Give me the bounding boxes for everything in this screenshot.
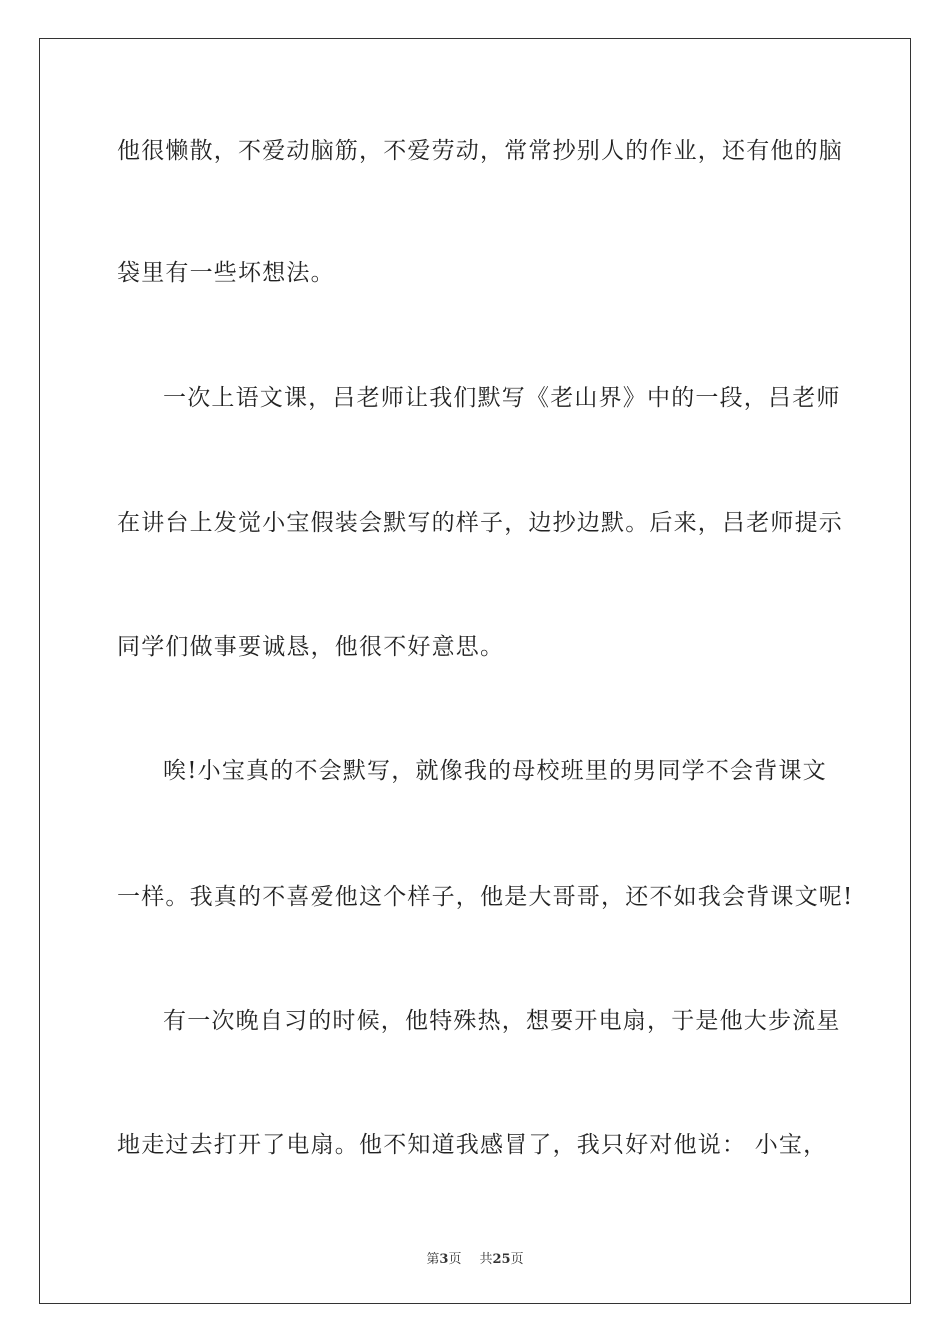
total-suffix: 页 [510, 1252, 524, 1267]
page-border [39, 38, 911, 1304]
page-footer [0, 1248, 950, 1267]
text-line-8: 有一次晚自习的时候，他特殊热，想要开电扇，于是他大步流星 [163, 1008, 841, 1034]
page-prefix: 第 [426, 1252, 440, 1267]
text-line-4: 在讲台上发觉小宝假装会默写的样子，边抄边默。后来，吕老师提示 [117, 510, 843, 536]
total-prefix: 共 [479, 1252, 493, 1267]
text-line-3: 一次上语文课，吕老师让我们默写《老山界》中的一段，吕老师 [163, 385, 841, 411]
text-line-5: 同学们做事要诚恳，他很不好意思。 [117, 634, 505, 660]
text-line-1: 他很懒散，不爱动脑筋，不爱劳动，常常抄别人的作业，还有他的脑 [117, 138, 843, 164]
total-pages: 25 [492, 1252, 511, 1267]
page-suffix: 页 [448, 1252, 462, 1267]
text-line-6: 唉!小宝真的不会默写，就像我的母校班里的男同学不会背课文 [163, 758, 827, 784]
text-line-2: 袋里有一些坏想法。 [117, 260, 335, 286]
page-number: 3 [439, 1252, 449, 1267]
text-line-9: 地走过去打开了电扇。他不知道我感冒了，我只好对他说： 小宝， [117, 1132, 828, 1158]
text-line-7: 一样。我真的不喜爱他这个样子，他是大哥哥，还不如我会背课文呢! [117, 884, 854, 910]
